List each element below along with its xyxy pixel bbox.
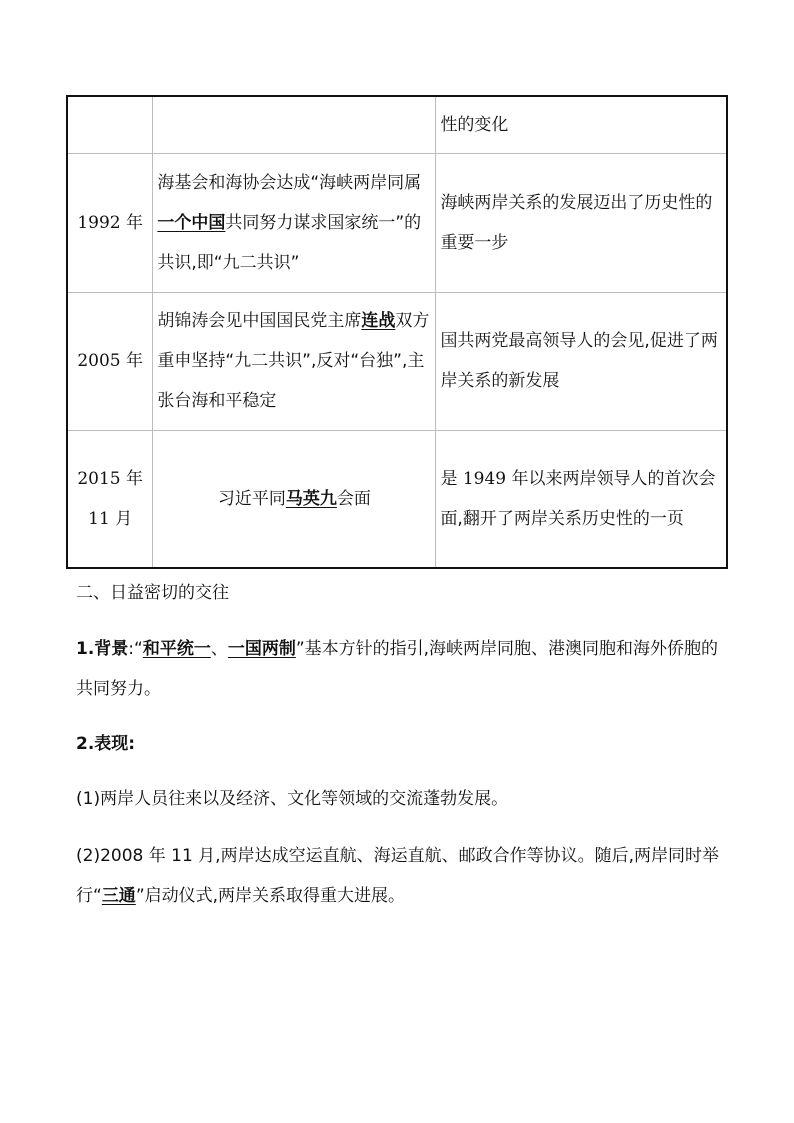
section-heading: 二、日益密切的交往 — [76, 583, 229, 603]
background-text: 、 — [210, 639, 228, 659]
significance-year: 1949 — [462, 468, 507, 489]
significance-text: 年以来两岸领导人的首次会面,翻开了两岸关系历史性的一页 — [440, 468, 716, 529]
event-text: 海基会和海协会达成“海峡两岸同属 — [157, 172, 422, 193]
table-row — [67, 430, 727, 568]
performance-keyword: 三通 — [101, 886, 136, 906]
event-cell — [153, 430, 436, 568]
event-text: 会面 — [336, 488, 371, 509]
significance-text: 是 — [440, 468, 463, 489]
significance-cell: 性的变化 — [436, 96, 727, 153]
performance-item-1: (1)两岸人员往来以及经济、文化等领域的交流蓬勃发展。 — [76, 789, 509, 809]
event-keyword: 连战 — [361, 311, 396, 331]
significance-cell: 海峡两岸关系的发展迈出了历史性的重要一步 — [436, 153, 727, 292]
table-row — [67, 96, 727, 153]
performance-text: (2)2008 年 11 月,两岸达成空运直航、海运直航、邮政合作等协议。随后,两岸同时举行“ — [76, 846, 719, 906]
event-text: 共同努力谋求国家统一”的共识,即“九二共识” — [157, 212, 422, 273]
event-cell — [153, 153, 436, 292]
performance-text: ”启动仪式,两岸关系取得重大进展。 — [135, 886, 406, 906]
event-cell — [153, 292, 436, 430]
table-row — [67, 292, 727, 430]
table-row — [67, 153, 727, 292]
background-text: :“ — [128, 639, 143, 659]
event-cell — [153, 96, 436, 153]
year-cell: 1992 年 — [67, 153, 153, 292]
background-keyword: 和平统一 — [142, 639, 211, 659]
performance-item-2 — [76, 836, 726, 916]
event-text: 胡锦涛会见中国国民党主席 — [157, 311, 362, 331]
background-label: 1.背景 — [76, 639, 129, 659]
event-keyword: 一个中国 — [157, 212, 226, 233]
significance-cell — [436, 430, 727, 568]
event-text: 习近平同 — [217, 488, 286, 509]
year-text: 2015 年 — [77, 468, 144, 489]
performance-label: 2.表现: — [76, 734, 136, 754]
event-keyword: 马英九 — [285, 488, 337, 509]
background-paragraph — [76, 629, 726, 709]
significance-cell: 国共两党最高领导人的会见,促进了两岸关系的新发展 — [436, 292, 727, 430]
history-table — [66, 95, 728, 569]
background-keyword: 一国两制 — [227, 639, 296, 659]
year-cell — [67, 430, 153, 568]
event-text: 双方重申坚持“九二共识”,反对“台独”,主张台海和平稳定 — [157, 311, 430, 411]
background-text: ”基本方针的指引,海峡两岸同胞、港澳同胞和海外侨胞的共同努力。 — [76, 639, 719, 699]
month-text: 11 月 — [88, 508, 133, 529]
year-cell — [67, 96, 153, 153]
year-cell: 2005 年 — [67, 292, 153, 430]
